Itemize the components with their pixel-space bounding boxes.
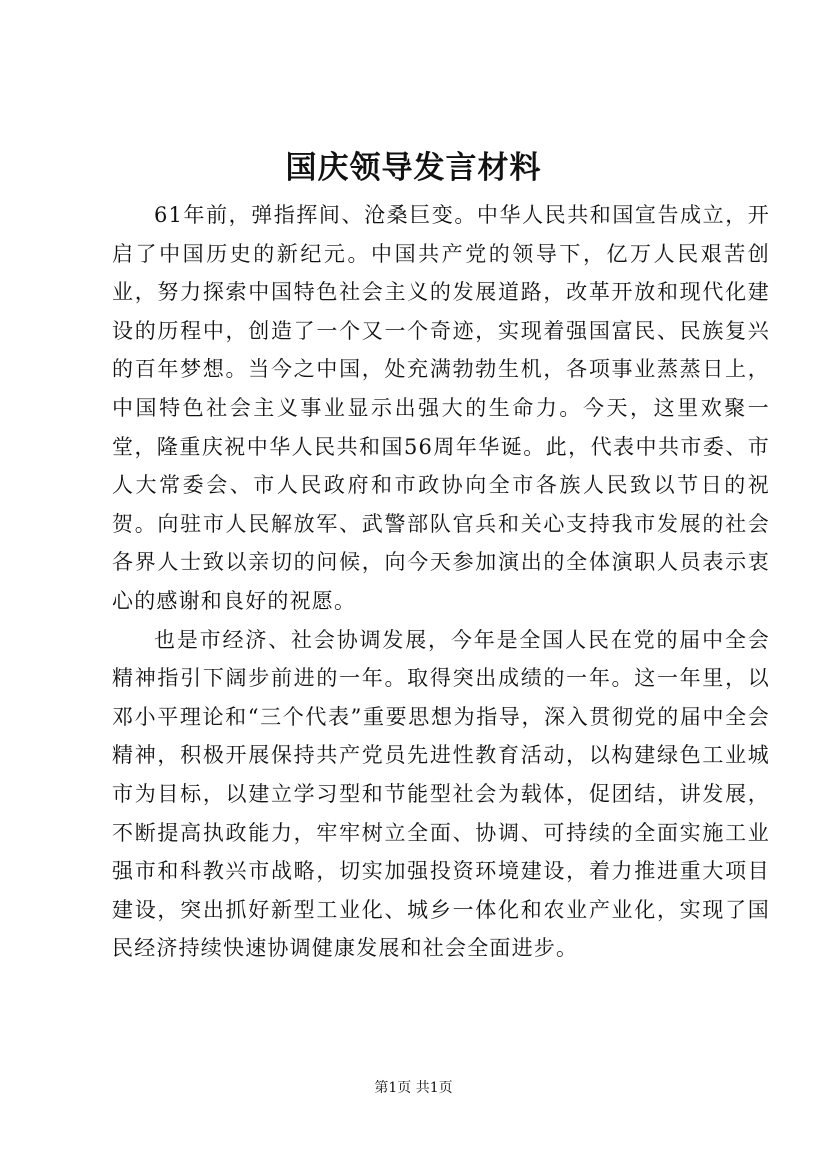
page-number-footer: 第1页 共1页 [374, 1080, 453, 1096]
paragraph: 也是市经济、社会协调发展，今年是全国人民在党的届中全会精神指引下阔步前进的一年。取得突出成绩的一年。这一年里，以邓小平理论和“三个代表”重要思想为指导，深入贯彻党的届中全会精神，积极开展保持共产党员先进性教育活动，以构建绿色工业城市为目标，以建立学习型和节能型社会为载体，促团结，讲发展，不断提高执政能力，牢牢树立全面、协调、可持续的全面实施工业强市和科教兴市战略，切实加强投资环境建设，着力推进重大项目建设，突出抓好新型工业化、城乡一体化和农业产业化，实现了国民经济持续快速协调健康发展和社会全面进步。 [112, 627, 770, 961]
document-body [112, 196, 770, 968]
document-title: 国庆领导发言材料 [285, 150, 542, 186]
paragraph: 61年前，弹指挥间、沧桑巨变。中华人民共和国宣告成立，开启了中国历史的新纪元。中国共产党的领导下，亿万人民艰苦创业，努力探索中国特色社会主义的发展道路，改革开放和现代化建设的历程中，创造了一个又一个奇迹，实现着强国富民、民族复兴的百年梦想。当今之中国，处充满勃勃生机，各项事业蒸蒸日上，中国特色社会主义事业显示出强大的生命力。今天，这里欢聚一堂，隆重庆祝中华人民共和国56周年华诞。此，代表中共市委、市人大常委会、市人民政府和市政协向全市各族人民致以节日的祝贺。向驻市人民解放军、武警部队官兵和关心支持我市发展的社会各界人士致以亲切的问候，向今天参加演出的全体演职人员表示衷心的感谢和良好的祝愿。 [112, 203, 770, 613]
